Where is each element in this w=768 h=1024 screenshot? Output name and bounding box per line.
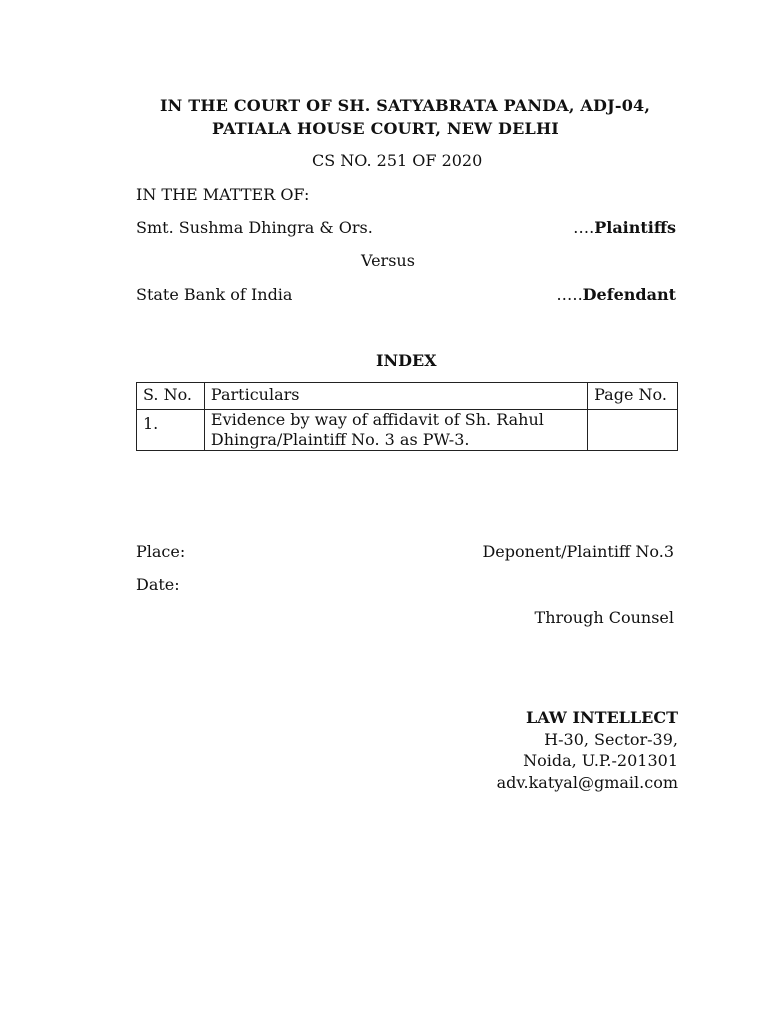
versus-label: Versus — [361, 251, 415, 270]
plaintiff-role-line — [573, 218, 676, 237]
counsel-address1: H-30, Sector-39, — [544, 730, 678, 749]
defendant-name: State Bank of India — [136, 285, 293, 304]
defendant-role: Defendant — [582, 285, 676, 304]
index-header-row — [137, 383, 678, 410]
matter-label: IN THE MATTER OF: — [136, 185, 310, 204]
counsel-email: adv.katyal@gmail.com — [496, 773, 678, 792]
header-particulars: Particulars — [204, 383, 587, 410]
row-page-no — [588, 410, 678, 451]
table-row — [137, 410, 678, 451]
row-particulars — [204, 410, 587, 451]
counsel-firm: LAW INTELLECT — [526, 708, 678, 727]
plaintiff-role: Plaintiffs — [594, 218, 676, 237]
place-label: Place: — [136, 542, 186, 561]
header-page-no: Page No. — [588, 383, 678, 410]
plaintiff-dots: …. — [573, 218, 595, 237]
row-particulars-line2: Dhingra/Plaintiff No. 3 as PW-3. — [210, 430, 470, 449]
date-label: Date: — [136, 575, 180, 594]
court-heading-line2: PATIALA HOUSE COURT, NEW DELHI — [212, 119, 559, 138]
deponent-label: Deponent/Plaintiff No.3 — [482, 542, 674, 561]
defendant-dots: .…. — [556, 285, 583, 304]
counsel-address2: Noida, U.P.-201301 — [523, 751, 678, 770]
case-number: CS NO. 251 OF 2020 — [312, 151, 483, 170]
plaintiff-name: Smt. Sushma Dhingra & Ors. — [136, 218, 373, 237]
row-particulars-line1: Evidence by way of affidavit of Sh. Rahul — [210, 410, 544, 429]
court-heading-line1: IN THE COURT OF SH. SATYABRATA PANDA, ADJ-04, — [160, 96, 651, 115]
header-sno: S. No. — [137, 383, 205, 410]
defendant-role-line — [557, 285, 677, 304]
through-counsel: Through Counsel — [534, 608, 674, 627]
row-sno: 1. — [137, 410, 205, 451]
index-title: INDEX — [376, 351, 437, 370]
index-table — [136, 382, 678, 451]
